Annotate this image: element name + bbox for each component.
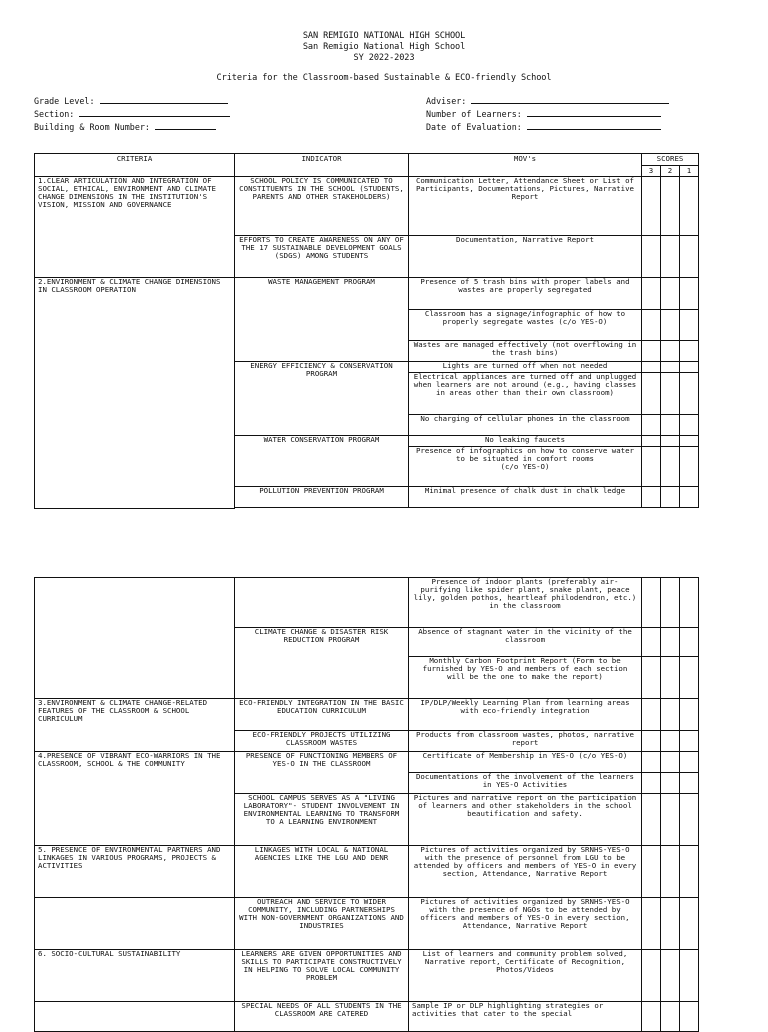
score-3-cell[interactable] [642,436,661,447]
grade-level-label: Grade Level: [34,96,95,106]
score-3-cell[interactable] [642,415,661,436]
mov-cell: Wastes are managed effectively (not overflowing in the trash bins) [409,341,642,362]
indicator-header: INDICATOR [235,154,409,177]
table-row [35,1002,699,1032]
mov-cell: Pictures of activities organized by SRNHS-YES-O with the presence of personnel from LGU to be attended by officers and members of YES-O in every section, Attendance, Narrative Report [409,846,642,898]
mov-cell: Classroom has a signage/infographic of how to properly segregate wastes (c/o YES-O) [409,310,642,341]
table-row [35,578,699,628]
mov-cell: Documentation, Narrative Report [409,236,642,278]
mov-cell: Lights are turned off when not needed [409,362,642,373]
score-2-cell[interactable] [661,177,680,236]
learners-line [527,108,661,117]
mov-note: (c/o YES-O) [500,462,550,472]
criteria-header: CRITERIA [35,154,235,177]
indicator-cell: ECO-FRIENDLY PROJECTS UTILIZING CLASSROOM WASTES [235,731,409,752]
score-3-cell[interactable] [642,447,661,487]
indicator-cell: ECO-FRIENDLY INTEGRATION IN THE BASIC EDUCATION CURRICULUM [235,699,409,731]
score-3-cell[interactable] [642,699,661,731]
table-row [35,699,699,731]
adviser-line [471,95,669,104]
score-3-cell[interactable] [642,1002,661,1032]
score-3-cell[interactable] [642,950,661,1002]
mov-cell: Certificate of Membership in YES-O (c/o YES-O) [409,752,642,773]
score-1-cell[interactable] [680,794,699,846]
date-field [426,121,661,133]
building-line [155,121,216,130]
score-3-cell[interactable] [642,628,661,657]
score-3-cell[interactable] [642,657,661,699]
criteria-table-page2 [34,577,699,1032]
criteria-cell [35,1002,235,1032]
mov-cell: Products from classroom wastes, photos, narrative report [409,731,642,752]
document-title: Criteria for the Classroom-based Sustainable & ECO-friendly School [216,73,552,83]
score-2-cell[interactable] [661,373,680,415]
indicator-cell: SCHOOL POLICY IS COMMUNICATED TO CONSTITUENTS IN THE SCHOOL (STUDENTS, PARENTS AND OTHER STAKEHOLDERS) [235,177,409,236]
score-1-cell[interactable] [680,487,699,508]
score-1-cell[interactable] [680,177,699,236]
score-3-cell[interactable] [642,794,661,846]
score-1-cell[interactable] [680,415,699,436]
score-1-cell[interactable] [680,1002,699,1032]
indicator-cell: SPECIAL NEEDS OF ALL STUDENTS IN THE CLASSROOM ARE CATERED [235,1002,409,1032]
score-3-cell[interactable] [642,898,661,950]
score-3-cell[interactable] [642,752,661,773]
score-1-cell[interactable] [680,731,699,752]
criteria-cell [35,898,235,950]
indicator-cell: OUTREACH AND SERVICE TO WIDER COMMUNITY, INCLUDING PARTNERSHIPS WITH NON-GOVERNMENT ORGANIZATIONS AND INDUSTRIES [235,898,409,950]
score-2-cell[interactable] [661,628,680,657]
score-2-cell[interactable] [661,1002,680,1032]
grade-level-field [34,95,228,107]
score-2-cell[interactable] [661,950,680,1002]
score-1-cell[interactable] [680,773,699,794]
score-3-cell[interactable] [642,341,661,362]
score-1-cell[interactable] [680,752,699,773]
table-row [35,898,699,950]
school-name-upper: SAN REMIGIO NATIONAL HIGH SCHOOL [302,31,466,41]
criteria-cell: 1.CLEAR ARTICULATION AND INTEGRATION OF SOCIAL, ETHICAL, ENVIRONMENT AND CLIMATE CHANGE DIMENSIONS IN THE INSTITUTION'S VISION, MISSION AND GOVERNANCE [35,177,235,278]
score-2-header: 2 [661,166,680,177]
score-1-cell[interactable] [680,278,699,310]
score-1-header: 1 [680,166,699,177]
score-2-cell[interactable] [661,415,680,436]
score-2-cell[interactable] [661,487,680,508]
indicator-cell: LINKAGES WITH LOCAL & NATIONAL AGENCIES LIKE THE LGU AND DENR [235,846,409,898]
mov-cell: Documentations of the involvement of the learners in YES-O Activities [409,773,642,794]
score-2-cell[interactable] [661,236,680,278]
mov-cell: Absence of stagnant water in the vicinity of the classroom [409,628,642,657]
score-1-cell[interactable] [680,436,699,447]
criteria-cell: 6. SOCIO-CULTURAL SUSTAINABILITY [35,950,235,1002]
score-2-cell[interactable] [661,341,680,362]
adviser-field [426,95,669,107]
mov-text: Presence of infographics on how to conserve water to be situated in comfort rooms [415,446,635,464]
date-label: Date of Evaluation: [426,122,522,132]
score-1-cell[interactable] [680,236,699,278]
building-label: Building & Room Number: [34,122,150,132]
score-2-cell[interactable] [661,310,680,341]
criteria-cell: 5. PRESENCE OF ENVIRONMENTAL PARTNERS AND LINKAGES IN VARIOUS PROGRAMS, PROJECTS & ACTIVITIES [35,846,235,898]
score-2-cell[interactable] [661,436,680,447]
indicator-cell: EFFORTS TO CREATE AWARENESS ON ANY OF THE 17 SUSTAINABLE DEVELOPMENT GOALS (SDGS) AMONG STUDENTS [235,236,409,278]
score-1-cell[interactable] [680,578,699,628]
score-3-cell[interactable] [642,373,661,415]
mov-cell: Sample IP or DLP highlighting strategies or activities that cater to the special [409,1002,642,1032]
score-2-cell[interactable] [661,794,680,846]
score-3-cell[interactable] [642,177,661,236]
score-2-cell[interactable] [661,752,680,773]
mov-cell: Monthly Carbon Footprint Report (Form to be furnished by YES-O and members of each section will be the one to make the report) [409,657,642,699]
school-year: SY 2022-2023 [353,53,415,63]
mov-cell: List of learners and community problem solved, Narrative report, Certificate of Recognition, Photos/Videos [409,950,642,1002]
score-1-cell[interactable] [680,657,699,699]
indicator-cell: WATER CONSERVATION PROGRAM [235,436,409,487]
table-header-row [35,154,699,166]
building-field [34,121,216,133]
adviser-label: Adviser: [426,96,467,106]
section-label: Section: [34,109,75,119]
indicator-cell: LEARNERS ARE GIVEN OPPORTUNITIES AND SKILLS TO PARTICIPATE CONSTRUCTIVELY IN HELPING TO SOLVE LOCAL COMMUNITY PROBLEM [235,950,409,1002]
score-1-cell[interactable] [680,373,699,415]
date-line [527,121,661,130]
score-3-cell[interactable] [642,731,661,752]
score-1-cell[interactable] [680,950,699,1002]
indicator-cell: CLIMATE CHANGE & DISASTER RISK REDUCTION PROGRAM [235,628,409,699]
score-2-cell[interactable] [661,846,680,898]
score-2-cell[interactable] [661,657,680,699]
score-2-cell[interactable] [661,362,680,373]
score-3-cell[interactable] [642,773,661,794]
mov-cell: Pictures and narrative report on the participation of learners and other stakeholders in the school beautification and safety. [409,794,642,846]
score-1-cell[interactable] [680,362,699,373]
grade-level-line [100,95,228,104]
criteria-cell: 4.PRESENCE OF VIBRANT ECO-WARRIORS IN THE CLASSROOM, SCHOOL & THE COMMUNITY [35,752,235,846]
mov-cell: Pictures of activities organized by SRNHS-YES-O with the presence of NGOs to be attended by officers and members of YES-O in every section, Attendance, Narrative Report [409,898,642,950]
score-3-cell[interactable] [642,278,661,310]
score-3-cell[interactable] [642,362,661,373]
learners-label: Number of Learners: [426,109,522,119]
score-3-header: 3 [642,166,661,177]
movs-header: MOV's [409,154,642,177]
mov-cell: Presence of 5 trash bins with proper labels and wastes are properly segregated [409,278,642,310]
score-3-cell[interactable] [642,236,661,278]
table-row [35,752,699,773]
score-3-cell[interactable] [642,578,661,628]
indicator-cell: SCHOOL CAMPUS SERVES AS A "LIVING LABORATORY"- STUDENT INVOLVEMENT IN ENVIRONMENTAL LEARNING TO TRANSFORM TO A LEARNING ENVIRONMENT [235,794,409,846]
mov-cell: No charging of cellular phones in the classroom [409,415,642,436]
score-1-cell[interactable] [680,341,699,362]
indicator-cell [235,578,409,628]
score-2-cell[interactable] [661,773,680,794]
school-name: San Remigio National High School [302,42,466,52]
score-2-cell[interactable] [661,278,680,310]
score-3-cell[interactable] [642,310,661,341]
score-3-cell[interactable] [642,487,661,508]
scores-header: SCORES [642,154,699,166]
criteria-cell [35,578,235,699]
score-1-cell[interactable] [680,628,699,657]
criteria-cell: 2.ENVIRONMENT & CLIMATE CHANGE DIMENSIONS IN CLASSROOM OPERATION [35,278,235,509]
indicator-cell: ENERGY EFFICIENCY & CONSERVATION PROGRAM [235,362,409,436]
mov-cell: Electrical appliances are turned off and unplugged when learners are not around (e.g., having classes in areas other than their own classroom) [409,373,642,415]
indicator-cell: POLLUTION PREVENTION PROGRAM [235,487,409,508]
mov-cell: IP/DLP/Weekly Learning Plan from learning areas with eco-friendly integration [409,699,642,731]
score-3-cell[interactable] [642,846,661,898]
score-1-cell[interactable] [680,310,699,341]
indicator-cell: WASTE MANAGEMENT PROGRAM [235,278,409,362]
score-1-cell[interactable] [680,898,699,950]
score-1-cell[interactable] [680,699,699,731]
criteria-cell: 3.ENVIRONMENT & CLIMATE CHANGE-RELATED FEATURES OF THE CLASSROOM & SCHOOL CURRICULUM [35,699,235,752]
score-1-cell[interactable] [680,846,699,898]
score-2-cell[interactable] [661,447,680,487]
learners-field [426,108,661,120]
criteria-table-page1 [34,153,699,509]
score-2-cell[interactable] [661,731,680,752]
score-2-cell[interactable] [661,578,680,628]
table-row [35,177,699,236]
section-line [79,108,230,117]
score-1-cell[interactable] [680,447,699,487]
indicator-cell: PRESENCE OF FUNCTIONING MEMBERS OF YES-O IN THE CLASSROOM [235,752,409,794]
table-row [35,278,699,310]
table-row [35,950,699,1002]
mov-cell: No leaking faucets [409,436,642,447]
mov-cell: Minimal presence of chalk dust in chalk ledge [409,487,642,508]
score-2-cell[interactable] [661,898,680,950]
section-field [34,108,230,120]
mov-cell [409,447,642,487]
table-row [35,846,699,898]
mov-cell: Communication Letter, Attendance Sheet or List of Participants, Documentations, Pictures, Narrative Report [409,177,642,236]
score-2-cell[interactable] [661,699,680,731]
mov-cell: Presence of indoor plants (preferably air-purifying like spider plant, snake plant, peace lily, golden pothos, heartleaf philodendron, etc.) in the classroom [409,578,642,628]
